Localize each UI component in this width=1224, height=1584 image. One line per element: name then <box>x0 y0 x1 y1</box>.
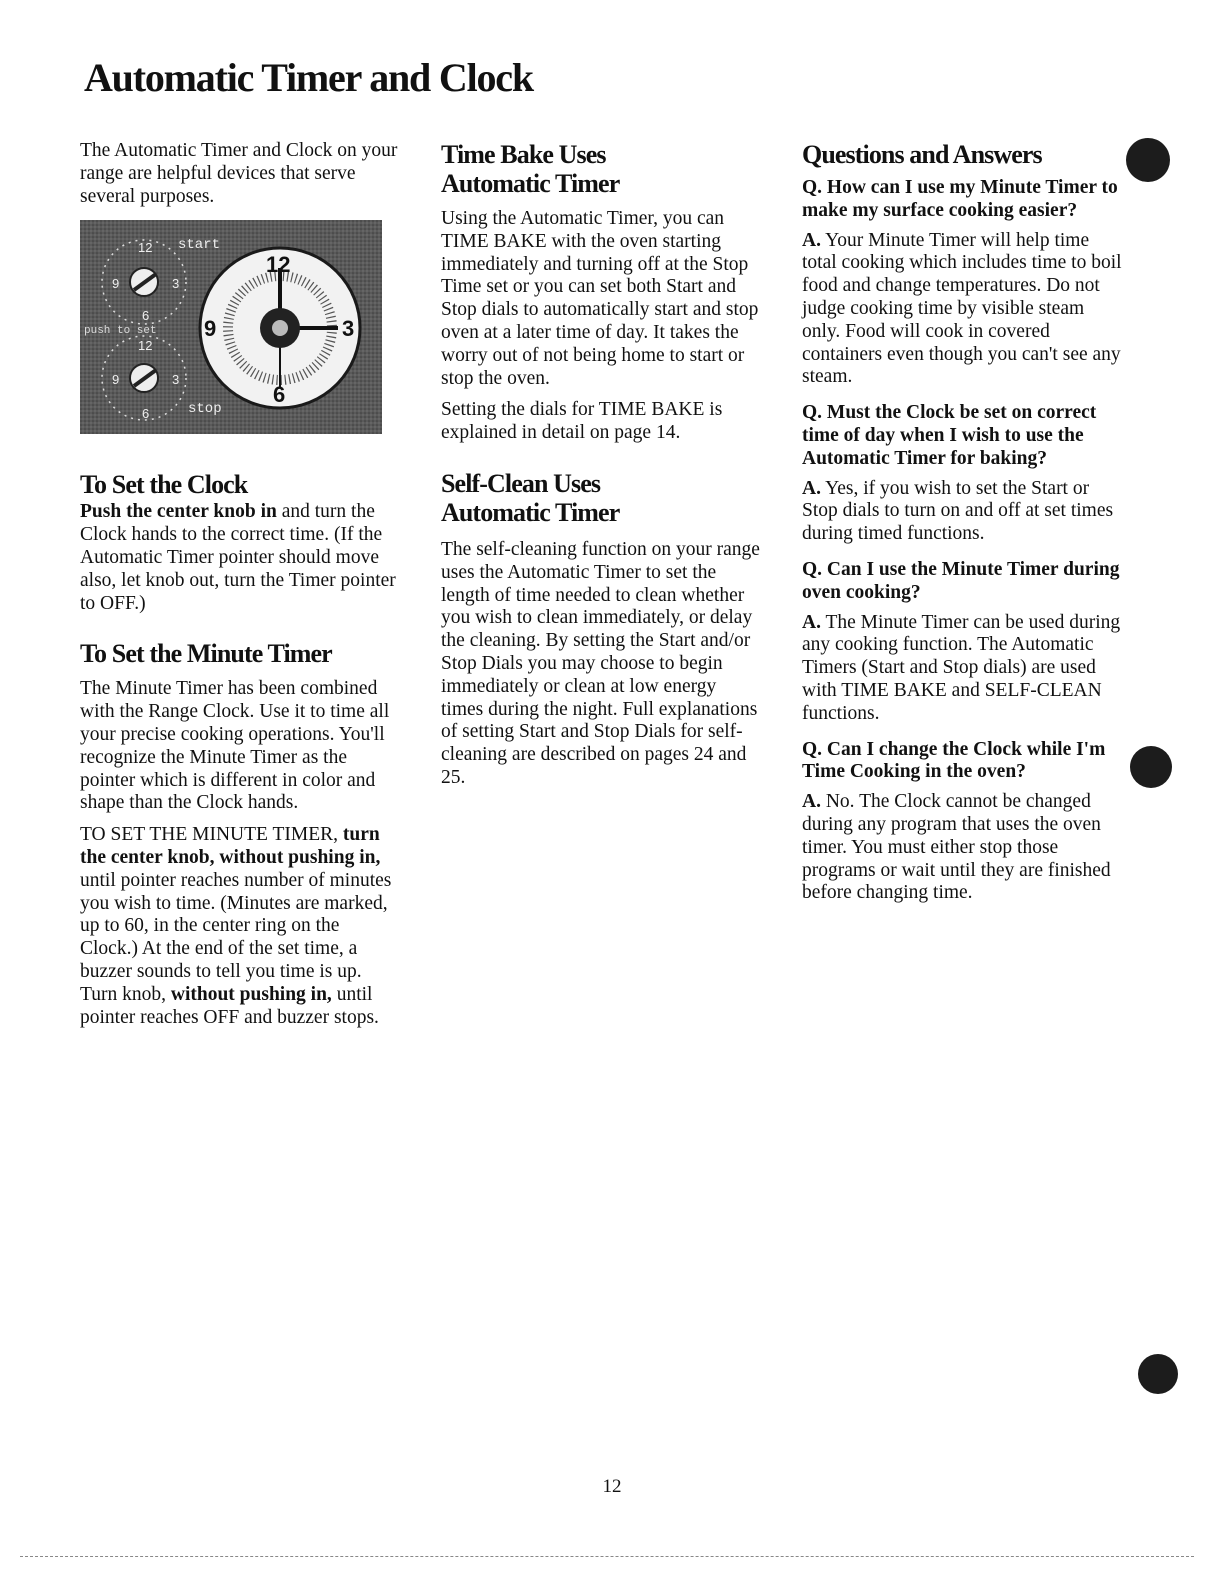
svg-text:6: 6 <box>273 382 286 408</box>
svg-text:12: 12 <box>266 252 291 278</box>
column-right <box>802 140 1122 918</box>
minute-timer-paragraph-2: TO SET THE MINUTE TIMER, turn the center knob, without pushing in, until pointer reaches number of minutes you wish to time. (Minutes are marked, up to 60, in the center ring on the Clock.) At the end of the set time, a buzzer sounds to tell you time is up. Turn knob, without pushing in, until pointer reaches OFF and buzzer stops. <box>80 824 392 1028</box>
push-to-set-label: push to set <box>84 325 157 338</box>
svg-text:12: 12 <box>138 240 153 256</box>
qa-list <box>802 177 1122 905</box>
page-title: Automatic Timer and Clock <box>84 55 533 100</box>
svg-text:9: 9 <box>112 372 120 388</box>
time-bake-paragraph-2: Setting the dials for TIME BAKE is explained in detail on page 14. <box>441 399 723 444</box>
qa-item <box>802 402 1122 546</box>
answer: A. Yes, if you wish to set the Start or Stop dials to turn on and off at set times during timed functions. <box>802 477 1114 545</box>
clock-timer-photo <box>80 220 382 434</box>
question: Q. Must the Clock be set on correct time of day when I wish to use the Automatic Timer for baking? <box>802 402 1097 469</box>
svg-text:9: 9 <box>112 276 120 292</box>
svg-text:3: 3 <box>342 316 355 342</box>
question: Q. Can I use the Minute Timer during oven cooking? <box>802 558 1120 603</box>
svg-text:6: 6 <box>142 308 150 324</box>
punch-hole-top <box>1126 138 1170 182</box>
svg-text:3: 3 <box>172 276 180 292</box>
clock-face <box>200 248 360 408</box>
self-clean-heading: Self-Clean Uses Automatic Timer <box>441 468 620 527</box>
self-clean-paragraph: The self-cleaning function on your range uses the Automatic Timer to set the length of time needed to clean whether you wish to clean immediately, or delay the cleaning. By setting the Start and/or Stop Dials you may choose to begin immediately or clean at low energy times during the night. Full explanations of setting Start and Stop Dials for self-cleaning are described on pages 24 and 25. <box>441 538 760 788</box>
svg-text:6: 6 <box>142 406 150 422</box>
time-bake-heading: Time Bake Uses Automatic Timer <box>441 140 620 198</box>
bottom-scan-line <box>20 1556 1194 1557</box>
column-left <box>80 140 400 1038</box>
qa-heading: Questions and Answers <box>802 140 1042 169</box>
answer: A. No. The Clock cannot be changed during any program that uses the oven timer. You must either stop those programs or wait until they are finished before changing time. <box>802 791 1111 904</box>
svg-text:12: 12 <box>138 338 153 354</box>
minute-timer-paragraph-1: The Minute Timer has been combined with the Range Clock. Use it to time all your precise cooking operations. You'll recognize the Minute Timer as the pointer which is different in color and shape than the Clock hands. <box>80 678 390 814</box>
column-middle <box>441 140 761 799</box>
question: Q. How can I use my Minute Timer to make my surface cooking easier? <box>802 177 1118 221</box>
punch-hole-middle <box>1130 746 1172 788</box>
svg-text:3: 3 <box>172 372 180 388</box>
intro-paragraph: The Automatic Timer and Clock on your range are helpful devices that serve several purposes. <box>80 140 398 207</box>
punch-hole-bottom <box>1138 1354 1178 1394</box>
answer: A. The Minute Timer can be used during any cooking function. The Automatic Timers (Start and Stop dials) are used with TIME BAKE and SELF-CLEAN functions. <box>802 611 1121 724</box>
minute-timer-heading: To Set the Minute Timer <box>80 639 332 669</box>
set-clock-heading: To Set the Clock <box>80 470 248 500</box>
answer: A. Your Minute Timer will help time total cooking which includes time to boil food and change temperatures. Do not judge cooking time by visible steam only. Food will cook in covered containers even though you can't see any steam. <box>802 229 1122 388</box>
qa-item <box>802 559 1122 726</box>
set-clock-paragraph: Push the center knob in and turn the Clock hands to the correct time. (If the Automatic Timer pointer should move also, let knob out, turn the Timer pointer to OFF.) <box>80 501 396 614</box>
start-label: start <box>178 237 221 254</box>
time-bake-paragraph-1: Using the Automatic Timer, you can TIME BAKE with the oven starting immediately and turning off at the Stop Time set or you can set both Start and Stop dials to automatically start and stop oven at a later time of day. It takes the worry out of not being home to start or stop the oven. <box>441 208 759 389</box>
qa-item <box>802 177 1122 389</box>
stop-label: stop <box>188 401 222 418</box>
svg-text:9: 9 <box>204 316 217 342</box>
page-number: 12 <box>602 1476 622 1497</box>
qa-item <box>802 739 1122 906</box>
question: Q. Can I change the Clock while I'm Time Cooking in the oven? <box>802 738 1106 783</box>
